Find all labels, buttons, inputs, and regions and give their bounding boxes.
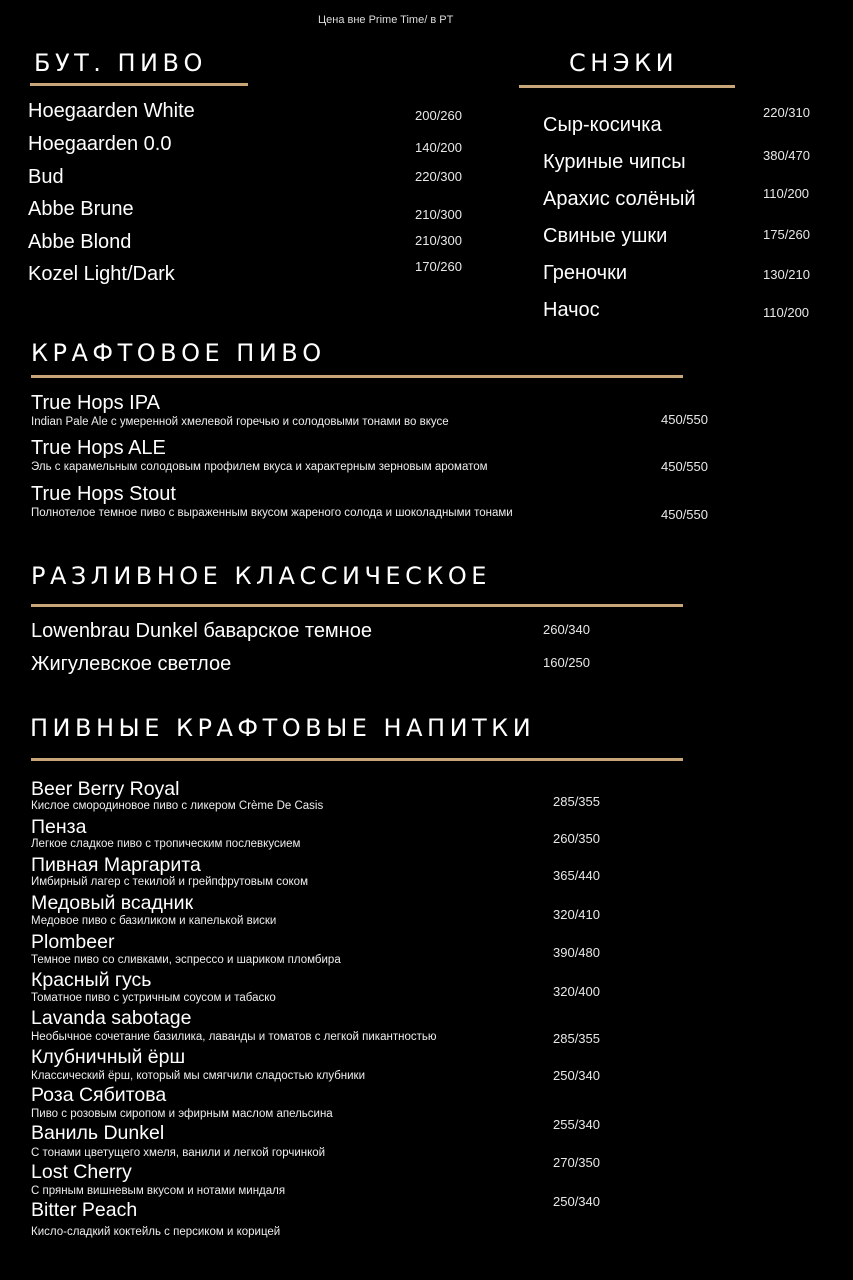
item-name: Пенза (31, 816, 87, 839)
item-description: Кисло-сладкий коктейль с персиком и корицей (31, 1226, 281, 1239)
divider (31, 375, 683, 378)
item-name: Bitter Peach (31, 1199, 138, 1222)
section-title-draft: РАЗЛИВНОЕ КЛАССИЧЕСКОЕ (31, 562, 491, 590)
item-description: Томатное пиво с устричным соусом и табаско (31, 992, 276, 1005)
item-name: Abbe Brune (28, 198, 134, 220)
item-price: 110/200 (763, 304, 810, 320)
item-name: True Hops IPA (31, 392, 160, 414)
item-price: 285/355 (553, 1030, 600, 1046)
item-name: Куриные чипсы (543, 151, 686, 173)
item-name: Bud (28, 166, 64, 188)
item-name: Медовый всадник (31, 892, 194, 915)
item-description: Медовое пиво с базиликом и капелькой виски (31, 915, 277, 928)
item-name: Ваниль Dunkel (31, 1122, 165, 1145)
item-name: True Hops ALE (31, 437, 166, 459)
item-price: 130/210 (763, 266, 810, 282)
item-price: 210/300 (415, 206, 462, 222)
item-description: Пиво с розовым сиропом и эфирным маслом апельсина (31, 1108, 333, 1121)
divider (30, 83, 248, 86)
divider (31, 604, 683, 607)
item-price: 140/200 (415, 139, 462, 155)
item-description: Indian Pale Ale с умеренной хмелевой горечью и солодовыми тонами во вкусе (31, 416, 449, 429)
price-note: Цена вне Prime Time/ в PT (318, 14, 454, 26)
item-price: 200/260 (415, 107, 462, 123)
item-price: 320/400 (553, 983, 600, 999)
item-description: С тонами цветущего хмеля, ванили и легкой горчинкой (31, 1147, 326, 1160)
item-price: 160/250 (543, 654, 590, 670)
item-price: 380/470 (763, 147, 810, 163)
item-name: Lavanda sabotage (31, 1007, 192, 1030)
item-description: Кислое смородиновое пиво с ликером Crème De Casis (31, 800, 324, 813)
item-name: Греночки (543, 262, 628, 284)
item-price: 255/340 (553, 1116, 600, 1132)
item-name: Lowenbrau Dunkel баварское темное (31, 620, 372, 642)
item-name: Арахис солёный (543, 188, 696, 210)
item-price: 260/340 (543, 621, 590, 637)
item-name: Hoegaarden 0.0 (28, 133, 172, 155)
item-name: Plombeer (31, 931, 115, 954)
item-name: Начос (543, 299, 600, 321)
item-description: Легкое сладкое пиво с тропическим послевкусием (31, 838, 301, 851)
item-name: Lost Cherry (31, 1161, 132, 1184)
item-name: Hoegaarden White (28, 100, 195, 122)
item-name: Клубничный ёрш (31, 1046, 186, 1069)
item-price: 270/350 (553, 1154, 600, 1170)
item-price: 365/440 (553, 867, 600, 883)
item-price: 170/260 (415, 258, 462, 274)
item-name: Свиные ушки (543, 225, 668, 247)
item-price: 450/550 (661, 506, 708, 522)
item-description: Полнотелое темное пиво с выраженным вкусом жареного солода и шоколадными тонами (31, 507, 513, 520)
item-price: 220/310 (763, 104, 810, 120)
item-name: Beer Berry Royal (31, 778, 180, 801)
item-description: Классический ёрш, который мы смягчили сладостью клубники (31, 1070, 366, 1083)
item-price: 285/355 (553, 793, 600, 809)
item-name: Пивная Маргарита (31, 854, 201, 877)
item-price: 260/350 (553, 830, 600, 846)
item-name: Роза Сябитова (31, 1084, 167, 1107)
item-name: Kozel Light/Dark (28, 263, 175, 285)
divider (519, 85, 735, 88)
item-description: Темное пиво со сливками, эспрессо и шариком пломбира (31, 954, 341, 967)
item-description: Необычное сочетание базилика, лаванды и томатов с легкой пикантностью (31, 1031, 437, 1044)
item-price: 450/550 (661, 411, 708, 427)
item-name: Жигулевское светлое (31, 653, 232, 675)
item-price: 110/200 (763, 185, 810, 201)
item-price: 450/550 (661, 458, 708, 474)
item-name: Сыр-косичка (543, 114, 662, 136)
item-price: 250/340 (553, 1067, 600, 1083)
section-title-craft: КРАФТОВОЕ ПИВО (31, 339, 326, 367)
item-name: Abbe Blond (28, 231, 132, 253)
item-description: С пряным вишневым вкусом и нотами миндаля (31, 1185, 286, 1198)
item-description: Имбирный лагер с текилой и грейпфрутовым соком (31, 876, 308, 889)
item-price: 210/300 (415, 232, 462, 248)
item-description: Эль с карамельным солодовым профилем вкуса и характерным зерновым ароматом (31, 461, 488, 474)
divider (31, 758, 683, 761)
section-title-drinks: ПИВНЫЕ КРАФТОВЫЕ НАПИТКИ (30, 714, 536, 742)
item-name: True Hops Stout (31, 483, 176, 505)
section-title-bottled: БУТ. ПИВО (34, 49, 207, 77)
section-title-snacks: СНЭКИ (569, 49, 679, 77)
item-price: 390/480 (553, 944, 600, 960)
item-name: Красный гусь (31, 969, 152, 992)
item-price: 320/410 (553, 906, 600, 922)
item-price: 220/300 (415, 168, 462, 184)
item-price: 250/340 (553, 1193, 600, 1209)
item-price: 175/260 (763, 226, 810, 242)
